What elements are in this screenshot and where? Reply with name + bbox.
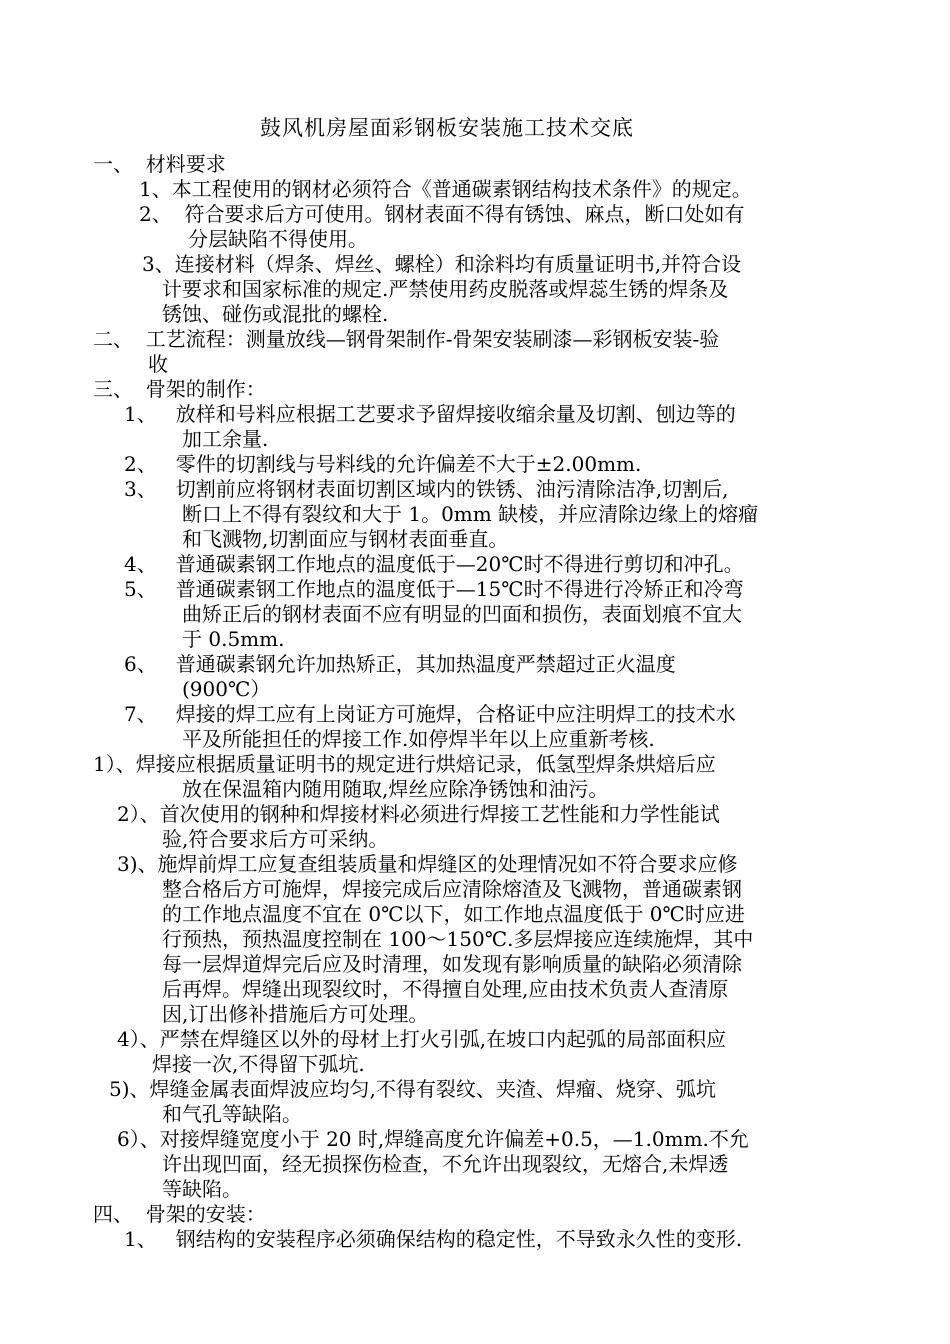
paragraph-line: 平及所能担任的焊接工作.如停焊半年以上应重新考核. <box>182 727 655 751</box>
paragraph-line: 6）、对接焊缝宽度小于 20 时,焊缝高度允许偏差+0.5，—1.0mm.不允 <box>117 1127 749 1151</box>
paragraph-line: 因,订出修补措施后方可处理。 <box>162 1002 429 1026</box>
paragraph-line: 4）、严禁在焊缝区以外的母材上打火引弧,在坡口内起弧的局部面积应 <box>117 1027 727 1051</box>
paragraph-line: 锈蚀、碰伤或混批的螺栓. <box>162 302 389 326</box>
paragraph-line: (900℃） <box>182 677 271 701</box>
paragraph-line: 1）、焊接应根据质量证明书的规定进行烘焙记录，低氢型焊条烘焙后应 <box>93 752 716 776</box>
paragraph-line: 等缺陷。 <box>162 1177 242 1201</box>
paragraph-line: 5)、焊缝金属表面焊波应均匀,不得有裂纹、夹渣、焊瘤、烧穿、弧坑 <box>109 1077 716 1101</box>
paragraph-line: 3、 切割前应将钢材表面切割区域内的铁锈、油污清除洁净,切割后, <box>124 477 729 501</box>
paragraph-line: 收 <box>148 352 168 376</box>
paragraph-line: 曲矫正后的钢材表面不应有明显的凹面和损伤，表面划痕不宜大 <box>182 602 742 626</box>
section-heading: 二、 工艺流程：测量放线—钢骨架制作-骨架安装刷漆—彩钢板安装-验 <box>93 327 720 351</box>
paragraph-line: 2）、首次使用的钢种和焊接材料必须进行焊接工艺性能和力学性能试 <box>117 802 720 826</box>
paragraph-line: 断口上不得有裂纹和大于 1。0mm 缺棱，并应清除边缘上的熔瘤 <box>182 502 759 526</box>
paragraph-line: 5、 普通碳素钢工作地点的温度低于—15℃时不得进行冷矫正和冷弯 <box>124 577 744 601</box>
paragraph-line: 分层缺陷不得使用。 <box>188 227 368 251</box>
paragraph-line: 加工余量. <box>182 427 269 451</box>
paragraph-line: 验,符合要求后方可采纳。 <box>162 827 389 851</box>
paragraph-line: 3)、施焊前焊工应复查组装质量和焊缝区的处理情况如不符合要求应修 <box>117 852 738 876</box>
paragraph-line: 的工作地点温度不宜在 0℃以下，如工作地点温度低于 0℃时应进 <box>162 902 745 926</box>
paragraph-line: 1、 钢结构的安装程序必须确保结构的稳定性，不导致永久性的变形. <box>124 1227 743 1251</box>
paragraph-line: 2、 符合要求后方可使用。钢材表面不得有锈蚀、麻点，断口处如有 <box>139 202 745 226</box>
paragraph-line: 于 0.5mm. <box>182 627 285 651</box>
paragraph-line: 后再焊。焊缝出现裂纹时，不得擅自处理,应由技术负责人查清原 <box>162 977 729 1001</box>
paragraph-line: 2、 零件的切割线与号料线的允许偏差不大于±2.00mm. <box>124 452 642 476</box>
paragraph-line: 每一层焊道焊完后应及时清理，如发现有影响质量的缺陷必须清除 <box>162 952 742 976</box>
paragraph-line: 许出现凹面，经无损探伤检查，不允许出现裂纹，无熔合,未焊透 <box>162 1152 729 1176</box>
paragraph-line: 放在保温箱内随用随取,焊丝应除净锈蚀和油污。 <box>182 777 609 801</box>
paragraph-line: 和气孔等缺陷。 <box>162 1102 302 1126</box>
paragraph-line: 4、 普通碳素钢工作地点的温度低于—20℃时不得进行剪切和冲孔。 <box>124 552 744 576</box>
section-heading: 一、 材料要求 <box>93 152 226 176</box>
paragraph-line: 1、 放样和号料应根据工艺要求予留焊接收缩余量及切割、刨边等的 <box>124 402 736 426</box>
paragraph-line: 7、 焊接的焊工应有上岗证方可施焊，合格证中应注明焊工的技术水 <box>124 702 736 726</box>
section-heading: 三、 骨架的制作： <box>93 377 266 401</box>
paragraph-line: 行预热，预热温度控制在 100～150℃.多层焊接应连续施焊，其中 <box>162 927 754 951</box>
paragraph-line: 和飞溅物,切割面应与钢材表面垂直。 <box>182 527 509 551</box>
paragraph-line: 1、本工程使用的钢材必须符合《普通碳素钢结构技术条件》的规定。 <box>139 177 752 201</box>
paragraph-line: 6、 普通碳素钢允许加热矫正，其加热温度严禁超过正火温度 <box>124 652 676 676</box>
paragraph-line: 计要求和国家标准的规定.严禁使用药皮脱落或焊蕊生锈的焊条及 <box>162 277 729 301</box>
paragraph-line: 焊接一次,不得留下弧坑. <box>152 1052 365 1076</box>
document-title: 鼓风机房屋面彩钢板安装施工技术交底 <box>260 116 634 140</box>
section-heading: 四、 骨架的安装： <box>93 1202 266 1226</box>
paragraph-line: 整合格后方可施焊，焊接完成后应清除熔渣及飞溅物，普通碳素钢 <box>162 877 742 901</box>
paragraph-line: 3、连接材料（焊条、焊丝、螺栓）和涂料均有质量证明书,并符合设 <box>142 252 742 276</box>
